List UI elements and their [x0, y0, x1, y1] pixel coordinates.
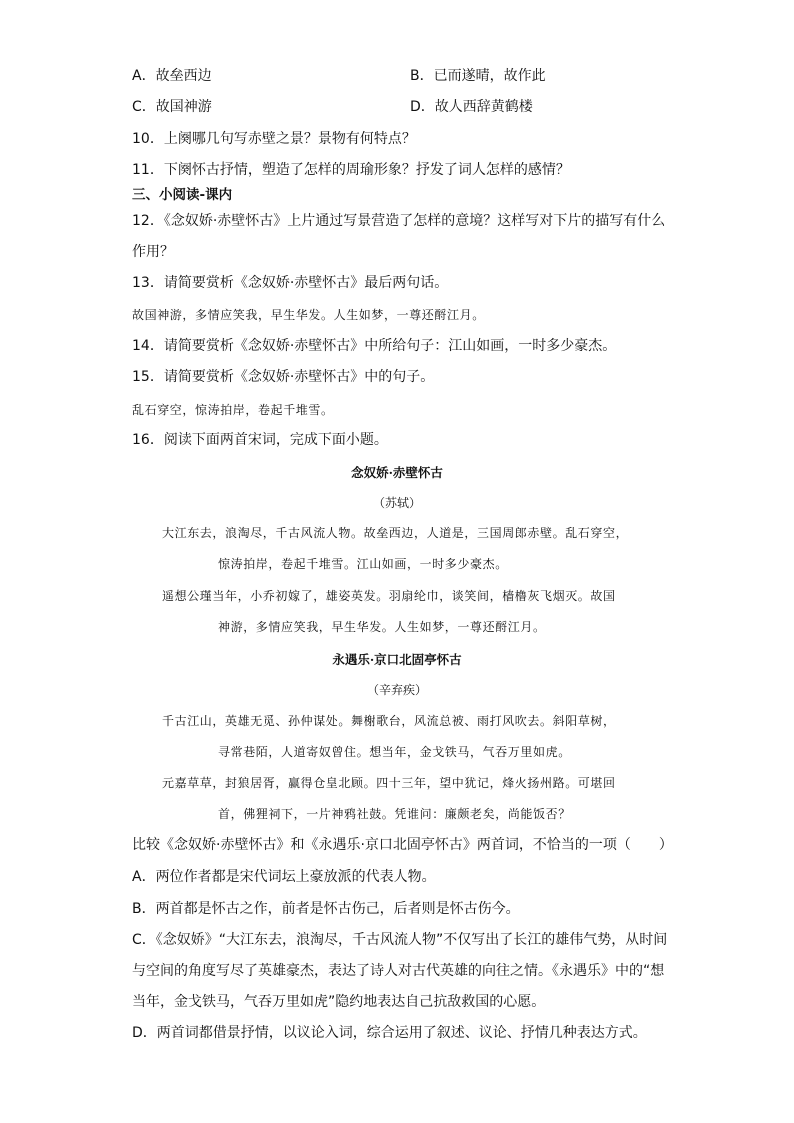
question-15: 15．请简要赏析《念奴娇·赤壁怀古》中的句子。	[132, 369, 435, 385]
question-12-line2: 作用？	[132, 244, 174, 260]
poem1-title: 念奴娇·赤壁怀古	[351, 465, 443, 480]
question-11: 11．下阕怀古抒情，塑造了怎样的周瑜形象？抒发了词人怎样的感情？	[132, 162, 570, 178]
question-16: 16．阅读下面两首宋词，完成下面小题。	[132, 432, 388, 448]
question-13-quote: 故国神游，多情应笑我，早生华发。人生如梦，一尊还酹江月。	[132, 308, 485, 322]
q16-option-c-line3: 当年，金戈铁马，气吞万里如虎”隐约地表达自己抗敌救国的心愿。	[132, 994, 546, 1010]
section-heading: 三、小阅读-课内	[132, 187, 233, 203]
question-12-line1: 12．《念奴娇·赤壁怀古》上片通过写景营造了怎样的意境？这样写对下片的描写有什么	[132, 213, 666, 229]
poem1-line: 大江东去，浪淘尽，千古风流人物。故垒西边，人道是，三国周郎赤壁。乱石穿空，	[162, 526, 629, 540]
poem2-author: （辛弃疾）	[366, 683, 427, 697]
q16-option-c-line2: 与空间的角度写尽了英雄豪杰，表达了诗人对古代英雄的向往之情。《永遇乐》中的“想	[132, 963, 665, 979]
q9-option-a: A．故垒西边	[132, 68, 212, 84]
question-16-stem: 比较《念奴娇·赤壁怀古》和《永遇乐·京口北固亭怀古》两首词，不恰当的一项（ ）	[132, 837, 673, 853]
poem1-line: 遥想公瑾当年，小乔初嫁了，雄姿英发。羽扇纶巾，谈笑间，樯橹灰飞烟灭。故国	[162, 589, 616, 603]
q9-option-b: B．已而遂晴，故作此	[410, 68, 546, 84]
q9-option-d: D．故人西辞黄鹤楼	[410, 99, 533, 115]
q16-option-b: B．两首都是怀古之作，前者是怀古伤己，后者则是怀古伤今。	[132, 901, 520, 917]
poem2-line: 元嘉草草，封狼居胥，赢得仓皇北顾。四十三年，望中犹记，烽火扬州路。可堪回	[162, 776, 616, 790]
poem2-line: 寻常巷陌，人道寄奴曾住。想当年，金戈铁马，气吞万里如虎。	[218, 745, 571, 759]
poem1-author: （苏轼）	[372, 496, 421, 510]
poem2-line: 首，佛狸祠下，一片神鸦社鼓。凭谁问：廉颇老矣，尚能饭否？	[218, 807, 571, 821]
question-10: 10．上阕哪几句写赤壁之景？景物有何特点？	[132, 131, 416, 147]
q16-option-a: A．两位作者都是宋代词坛上豪放派的代表人物。	[132, 869, 436, 885]
question-13: 13．请简要赏析《念奴娇·赤壁怀古》最后两句话。	[132, 275, 449, 291]
poem1-line: 惊涛拍岸，卷起千堆雪。江山如画，一时多少豪杰。	[218, 557, 508, 571]
poem1-line: 神游，多情应笑我，早生华发。人生如梦，一尊还酹江月。	[218, 620, 546, 634]
q16-option-c-line1: C．《念奴娇》“大江东去，浪淘尽，千古风流人物”不仅写出了长江的雄伟气势，从时间	[132, 932, 668, 948]
poem2-title: 永遇乐·京口北固亭怀古	[332, 652, 462, 667]
question-14: 14．请简要赏析《念奴娇·赤壁怀古》中所给句子：江山如画，一时多少豪杰。	[132, 338, 617, 354]
q16-option-d: D．两首词都借景抒情，以议论入词，综合运用了叙述、议论、抒情几种表达方式。	[132, 1025, 647, 1041]
q9-option-c: C．故国神游	[132, 99, 212, 115]
poem2-line: 千古江山，英雄无觅、孙仲谋处。舞榭歌台，风流总被、雨打风吹去。斜阳草树，	[162, 714, 616, 728]
question-15-quote: 乱石穿空，惊涛拍岸，卷起千堆雪。	[132, 403, 334, 417]
